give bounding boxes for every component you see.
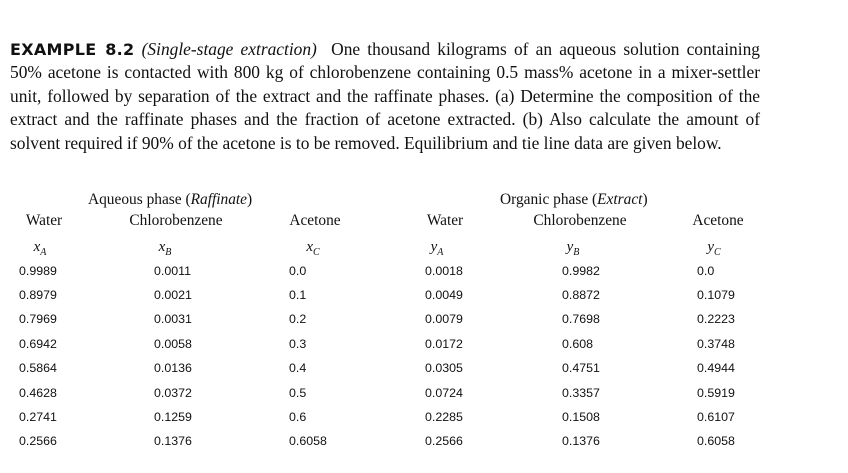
table-cell: 0.6058 [289, 434, 327, 448]
table-cell: 0.1079 [697, 288, 735, 302]
column-header: Acetone [692, 212, 744, 229]
table-cell: 0.7698 [562, 312, 600, 326]
column-symbol: $x_C$ [306, 239, 320, 258]
example-paragraph [10, 38, 760, 155]
table-cell: 0.7969 [19, 312, 57, 326]
table-cell: 0.0 [697, 264, 715, 278]
example-label: EXAMPLE 8.2 [10, 40, 135, 59]
column-symbol: $x_B$ [158, 239, 172, 258]
table-cell: 0.4628 [19, 386, 57, 400]
raffinate-group-header: Aqueous phase (Raffinate) [88, 191, 253, 208]
table-cell: 0.2741 [19, 410, 57, 424]
table-cell: 0.3357 [562, 386, 600, 400]
table-cell: 0.0058 [154, 337, 192, 351]
column-header: Water [426, 212, 464, 229]
table-cell: 0.0372 [154, 386, 192, 400]
table-cell: 0.2285 [425, 410, 463, 424]
table-cell: 0.5864 [19, 361, 57, 375]
table-cell: 0.0021 [154, 288, 192, 302]
table-cell: 0.4944 [697, 361, 735, 375]
table-cell: 0.2566 [425, 434, 463, 448]
extract-group-header: Organic phase (Extract) [500, 191, 648, 208]
table-cell: 0.0031 [154, 312, 192, 326]
table-cell: 0.1508 [562, 410, 600, 424]
table-cell: 0.0018 [425, 264, 463, 278]
table-cell: 0.0 [289, 264, 307, 278]
table-cell: 0.6 [289, 410, 307, 424]
table-cell: 0.2566 [19, 434, 57, 448]
table-cell: 0.9982 [562, 264, 600, 278]
table-cell: 0.0724 [425, 386, 463, 400]
example-title: (Single-stage extraction) [141, 39, 317, 59]
table-cell: 0.608 [562, 337, 594, 351]
table-cell: 0.3748 [697, 337, 735, 351]
column-header: Water [25, 212, 63, 229]
table-cell: 0.8979 [19, 288, 57, 302]
table-cell: 0.1376 [562, 434, 600, 448]
table-cell: 0.4751 [562, 361, 600, 375]
table-cell: 0.6058 [697, 434, 735, 448]
table-cell: 0.0305 [425, 361, 463, 375]
table-cell: 0.0079 [425, 312, 463, 326]
table-cell: 0.4 [289, 361, 307, 375]
table-cell: 0.2223 [697, 312, 735, 326]
column-symbol: $y_A$ [430, 239, 444, 258]
table-cell: 0.9989 [19, 264, 57, 278]
table-cell: 0.0011 [154, 264, 191, 278]
table-cell: 0.6942 [19, 337, 57, 351]
table-cell: 0.3 [289, 337, 307, 351]
column-header: Chlorobenzene [129, 212, 223, 229]
table-cell: 0.1259 [154, 410, 192, 424]
table-cell: 0.5 [289, 386, 307, 400]
table-cell: 0.0172 [425, 337, 463, 351]
example-body: One thousand kilograms of an aqueous solution containing 50% acetone is contacted with 800 kg of chlorobenzene containing 0.5 mass% acetone in a mixer-settler unit, followed by separation of the extract and the raffinate phases. (a) Determine the composition of the extract and the raffinate phases and the fraction of acetone extracted. (b) Also calculate the amount of solvent required if 90% of the acetone is to be removed. Equilibrium and tie line data are given below. [10, 39, 760, 153]
column-header: Acetone [289, 212, 341, 229]
table-cell: 0.1 [289, 288, 307, 302]
table-cell: 0.0049 [425, 288, 463, 302]
table-cell: 0.6107 [697, 410, 735, 424]
column-symbol: $y_B$ [566, 239, 580, 258]
column-symbol: $x_A$ [33, 239, 47, 258]
table-cell: 0.0136 [154, 361, 192, 375]
column-header: Chlorobenzene [533, 212, 627, 229]
table-cell: 0.1376 [154, 434, 192, 448]
table-cell: 0.8872 [562, 288, 600, 302]
table-cell: 0.2 [289, 312, 307, 326]
table-cell: 0.5919 [697, 386, 735, 400]
column-symbol: $y_C$ [707, 239, 721, 258]
